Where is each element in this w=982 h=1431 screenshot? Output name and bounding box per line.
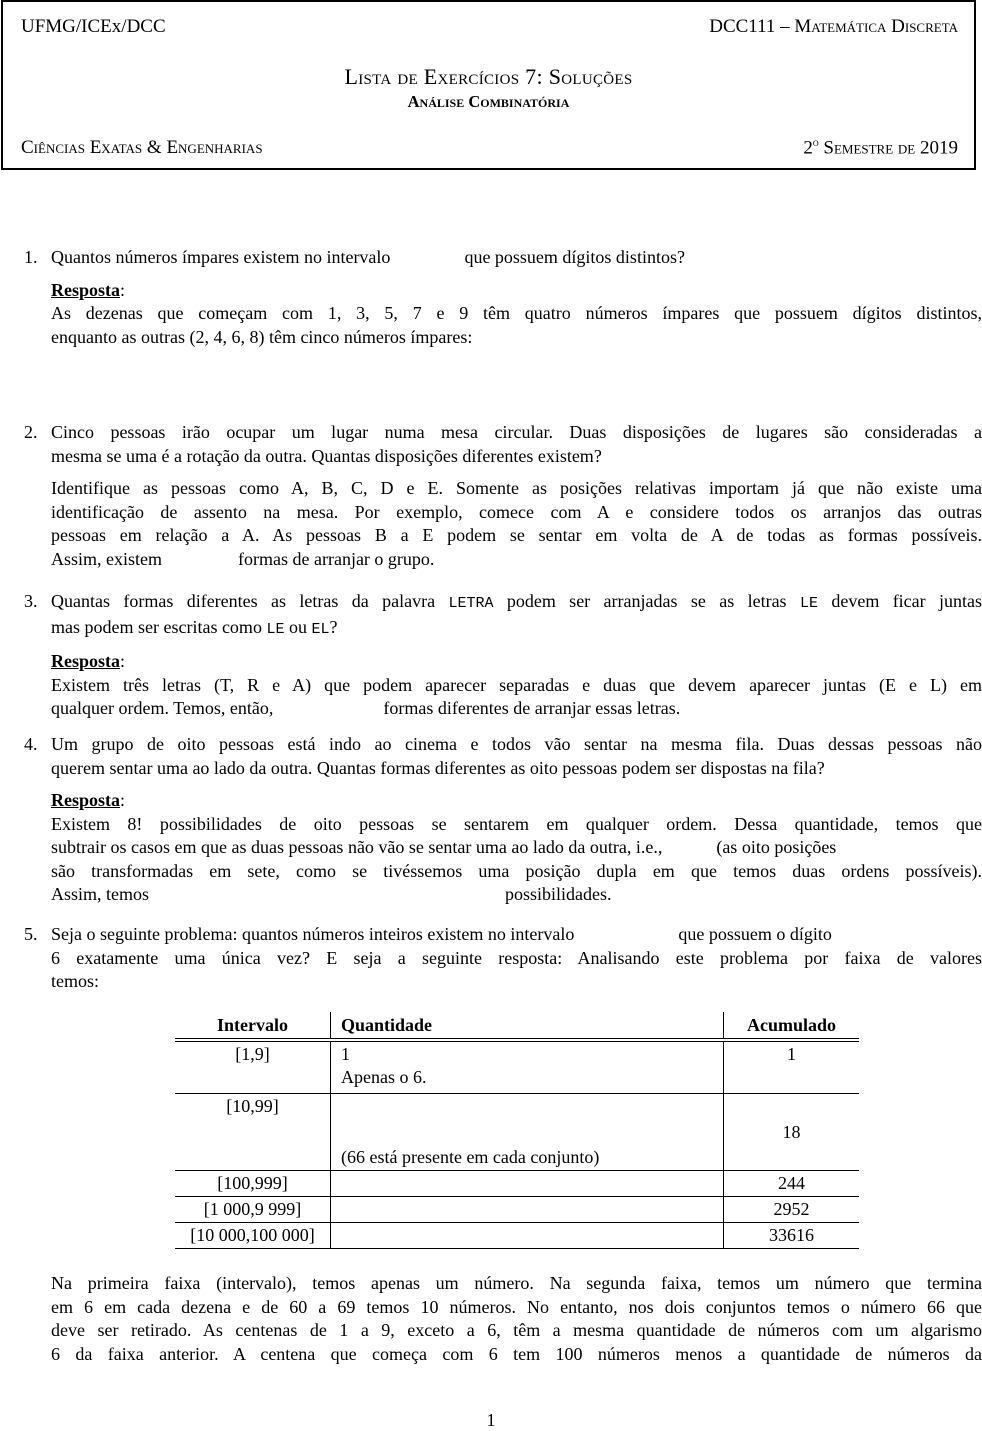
word-code: LETRA xyxy=(448,595,494,612)
answer-text-part: formas diferentes de arranjar essas letras. xyxy=(383,698,681,718)
question-text-part: Quantas formas diferentes as letras da palavra xyxy=(51,591,436,611)
question-text xyxy=(51,590,982,616)
question-text xyxy=(51,246,982,270)
question-number: 1. xyxy=(24,247,38,267)
cell-interval: [100,999] xyxy=(175,1171,331,1197)
table-row xyxy=(175,1171,859,1197)
question-text-part: Seja o seguinte problema: quantos números inteiros existem no intervalo xyxy=(51,924,575,944)
answer-text-part: subtrair os casos em que as duas pessoas não vão se sentar uma ao lado da outra, i.e., xyxy=(51,837,663,857)
cell-interval: [10,99] xyxy=(175,1094,331,1171)
answer-text: são transformadas em sete, como se tivéssemos uma posição dupla em que temos duas ordens possíveis). xyxy=(51,860,982,881)
question-number: 2. xyxy=(24,422,38,442)
semester-ordinal: o xyxy=(812,137,819,149)
question-text: querem sentar uma ao lado da outra. Quantas formas diferentes as oito pessoas podem ser dispostas na fila? xyxy=(51,757,825,778)
cell-accumulated: 244 xyxy=(724,1171,860,1197)
cell-accumulated: 33616 xyxy=(724,1223,860,1249)
pair-code: LE xyxy=(799,595,818,612)
table-row xyxy=(175,1040,859,1094)
question-text-part: devem ficar juntas xyxy=(831,591,982,611)
question-text-part: que possuem o dígito xyxy=(678,924,832,944)
question-text: Cinco pessoas irão ocupar um lugar numa mesa circular. Duas disposições de lugares são consideradas a xyxy=(51,422,982,442)
question-text-part: ? xyxy=(329,616,338,637)
cell-quantity xyxy=(331,1171,724,1197)
answer-text xyxy=(51,883,982,907)
semester-label xyxy=(803,137,958,159)
option-code: LE xyxy=(266,620,285,638)
question-text-part: podem ser arranjadas se as letras xyxy=(506,591,787,611)
question-text-part: ou xyxy=(288,616,307,637)
range-table xyxy=(175,1012,859,1249)
question-text-part: Quantos números ímpares existem no intervalo xyxy=(51,247,391,267)
col-header-interval: Intervalo xyxy=(175,1012,331,1040)
answer-text xyxy=(51,697,982,721)
institution-label: UFMG/ICEx/DCC xyxy=(21,16,166,37)
question-text xyxy=(51,923,982,947)
response-heading: Resposta: xyxy=(51,279,982,303)
table-row xyxy=(175,1223,859,1249)
answer-text-part: Assim, existem xyxy=(51,548,162,569)
response-heading: Resposta: xyxy=(51,789,982,813)
answer-text: enquanto as outras (2, 4, 6, 8) têm cinco números ímpares: xyxy=(51,326,473,347)
answer-text-part: possibilidades. xyxy=(505,884,612,904)
question-number: 3. xyxy=(24,591,38,611)
cell-quantity xyxy=(331,1197,724,1223)
page-number: 1 xyxy=(486,1410,496,1430)
answer-text xyxy=(51,836,982,860)
answer-text-part: formas de arranjar o grupo. xyxy=(238,548,435,569)
document-title: Lista de Exercícios 7: Soluções xyxy=(344,64,633,89)
explanation-text: Na primeira faixa (intervalo), temos apenas um número. Na segunda faixa, temos um número que termina xyxy=(51,1273,982,1293)
answer-text: As dezenas que começam com 1, 3, 5, 7 e 9 têm quatro números ímpares que possuem dígitos distintos, xyxy=(51,303,982,323)
answer-text: pessoas em relação a A. As pessoas B a E podem se sentar em volta de A de todas as formas possíveis. xyxy=(51,525,982,545)
cell-quantity xyxy=(331,1040,724,1094)
cell-accumulated: 1 xyxy=(724,1040,860,1094)
response-label: Resposta xyxy=(51,790,121,810)
cell-interval: [1 000,9 999] xyxy=(175,1197,331,1223)
question-text: Um grupo de oito pessoas está indo ao cinema e todos vão sentar na mesma fila. Duas dessas pessoas não xyxy=(51,734,982,754)
response-label: Resposta xyxy=(51,279,121,300)
question-text: mesma se uma é a rotação da outra. Quantas disposições diferentes existem? xyxy=(51,445,602,466)
table-row xyxy=(175,1197,859,1223)
cell-accumulated: 18 xyxy=(724,1094,860,1171)
question-number: 4. xyxy=(24,734,38,754)
course-label: DCC111 – Matemática Discreta xyxy=(709,16,958,37)
col-header-quantity: Quantidade xyxy=(331,1012,724,1040)
question-text: temos: xyxy=(51,971,99,991)
option-code: EL xyxy=(311,620,330,638)
col-header-accumulated: Acumulado xyxy=(724,1012,860,1040)
explanation-text: deve ser retirado. As centenas de 1 a 9, exceto a 6, têm a mesma quantidade de números com um algarismo xyxy=(51,1320,982,1340)
answer-text: Existem três letras (T, R e A) que podem aparecer separadas e duas que devem aparecer juntas (E e L) em xyxy=(51,674,982,695)
response-heading: Resposta: xyxy=(51,650,982,674)
question-text-part: mas podem ser escritas como xyxy=(51,616,262,637)
response-label: Resposta xyxy=(51,651,121,671)
question-text xyxy=(51,616,982,642)
cell-accumulated: 2952 xyxy=(724,1197,860,1223)
cell-quantity-note: (66 está presente em cada conjunto) xyxy=(341,1147,600,1167)
explanation-text: em 6 em cada dezena e de 60 a 69 temos 10 números. No entanto, nos dois conjuntos temos o número 66 que xyxy=(51,1296,982,1317)
question-text: 6 exatamente uma única vez? E seja a seguinte resposta: Analisando este problema por faixa de valores xyxy=(51,947,982,968)
cell-quantity xyxy=(331,1223,724,1249)
cell-quantity xyxy=(331,1094,724,1171)
answer-text-part: Assim, temos xyxy=(51,884,150,904)
question-text-part: que possuem dígitos distintos? xyxy=(464,247,685,267)
question-number: 5. xyxy=(24,924,38,944)
answer-text xyxy=(51,548,982,572)
semester-number: 2 xyxy=(803,137,813,159)
document-subtitle: Análise Combinatória xyxy=(407,92,570,111)
answer-text: identificação de assento na mesa. Por exemplo, comece com A e considere todos os arranjos das outras xyxy=(51,501,982,522)
cell-interval: [1,9] xyxy=(175,1040,331,1094)
table-row xyxy=(175,1094,859,1171)
cell-interval: [10 000,100 000] xyxy=(175,1223,331,1249)
department-label: Ciências Exatas & Engenharias xyxy=(21,137,263,158)
answer-text: Identifique as pessoas como A, B, C, D e E. Somente as posições relativas importam já que não existe uma xyxy=(51,478,982,498)
cell-quantity-value: 1 xyxy=(341,1044,350,1064)
document-header xyxy=(1,0,976,170)
cell-quantity-note: Apenas o 6. xyxy=(341,1067,427,1087)
answer-text-part: qualquer ordem. Temos, então, xyxy=(51,698,274,718)
answer-text: Existem 8! possibilidades de oito pessoas se sentarem em qualquer ordem. Dessa quantidade, temos que xyxy=(51,813,982,834)
semester-text: Semestre de 2019 xyxy=(818,137,958,159)
answer-text-part: (as oito posições xyxy=(716,837,837,857)
table-header-row xyxy=(175,1012,859,1040)
explanation-text: 6 da faixa anterior. A centena que começa com 6 tem 100 números menos a quantidade de números da xyxy=(51,1343,982,1364)
